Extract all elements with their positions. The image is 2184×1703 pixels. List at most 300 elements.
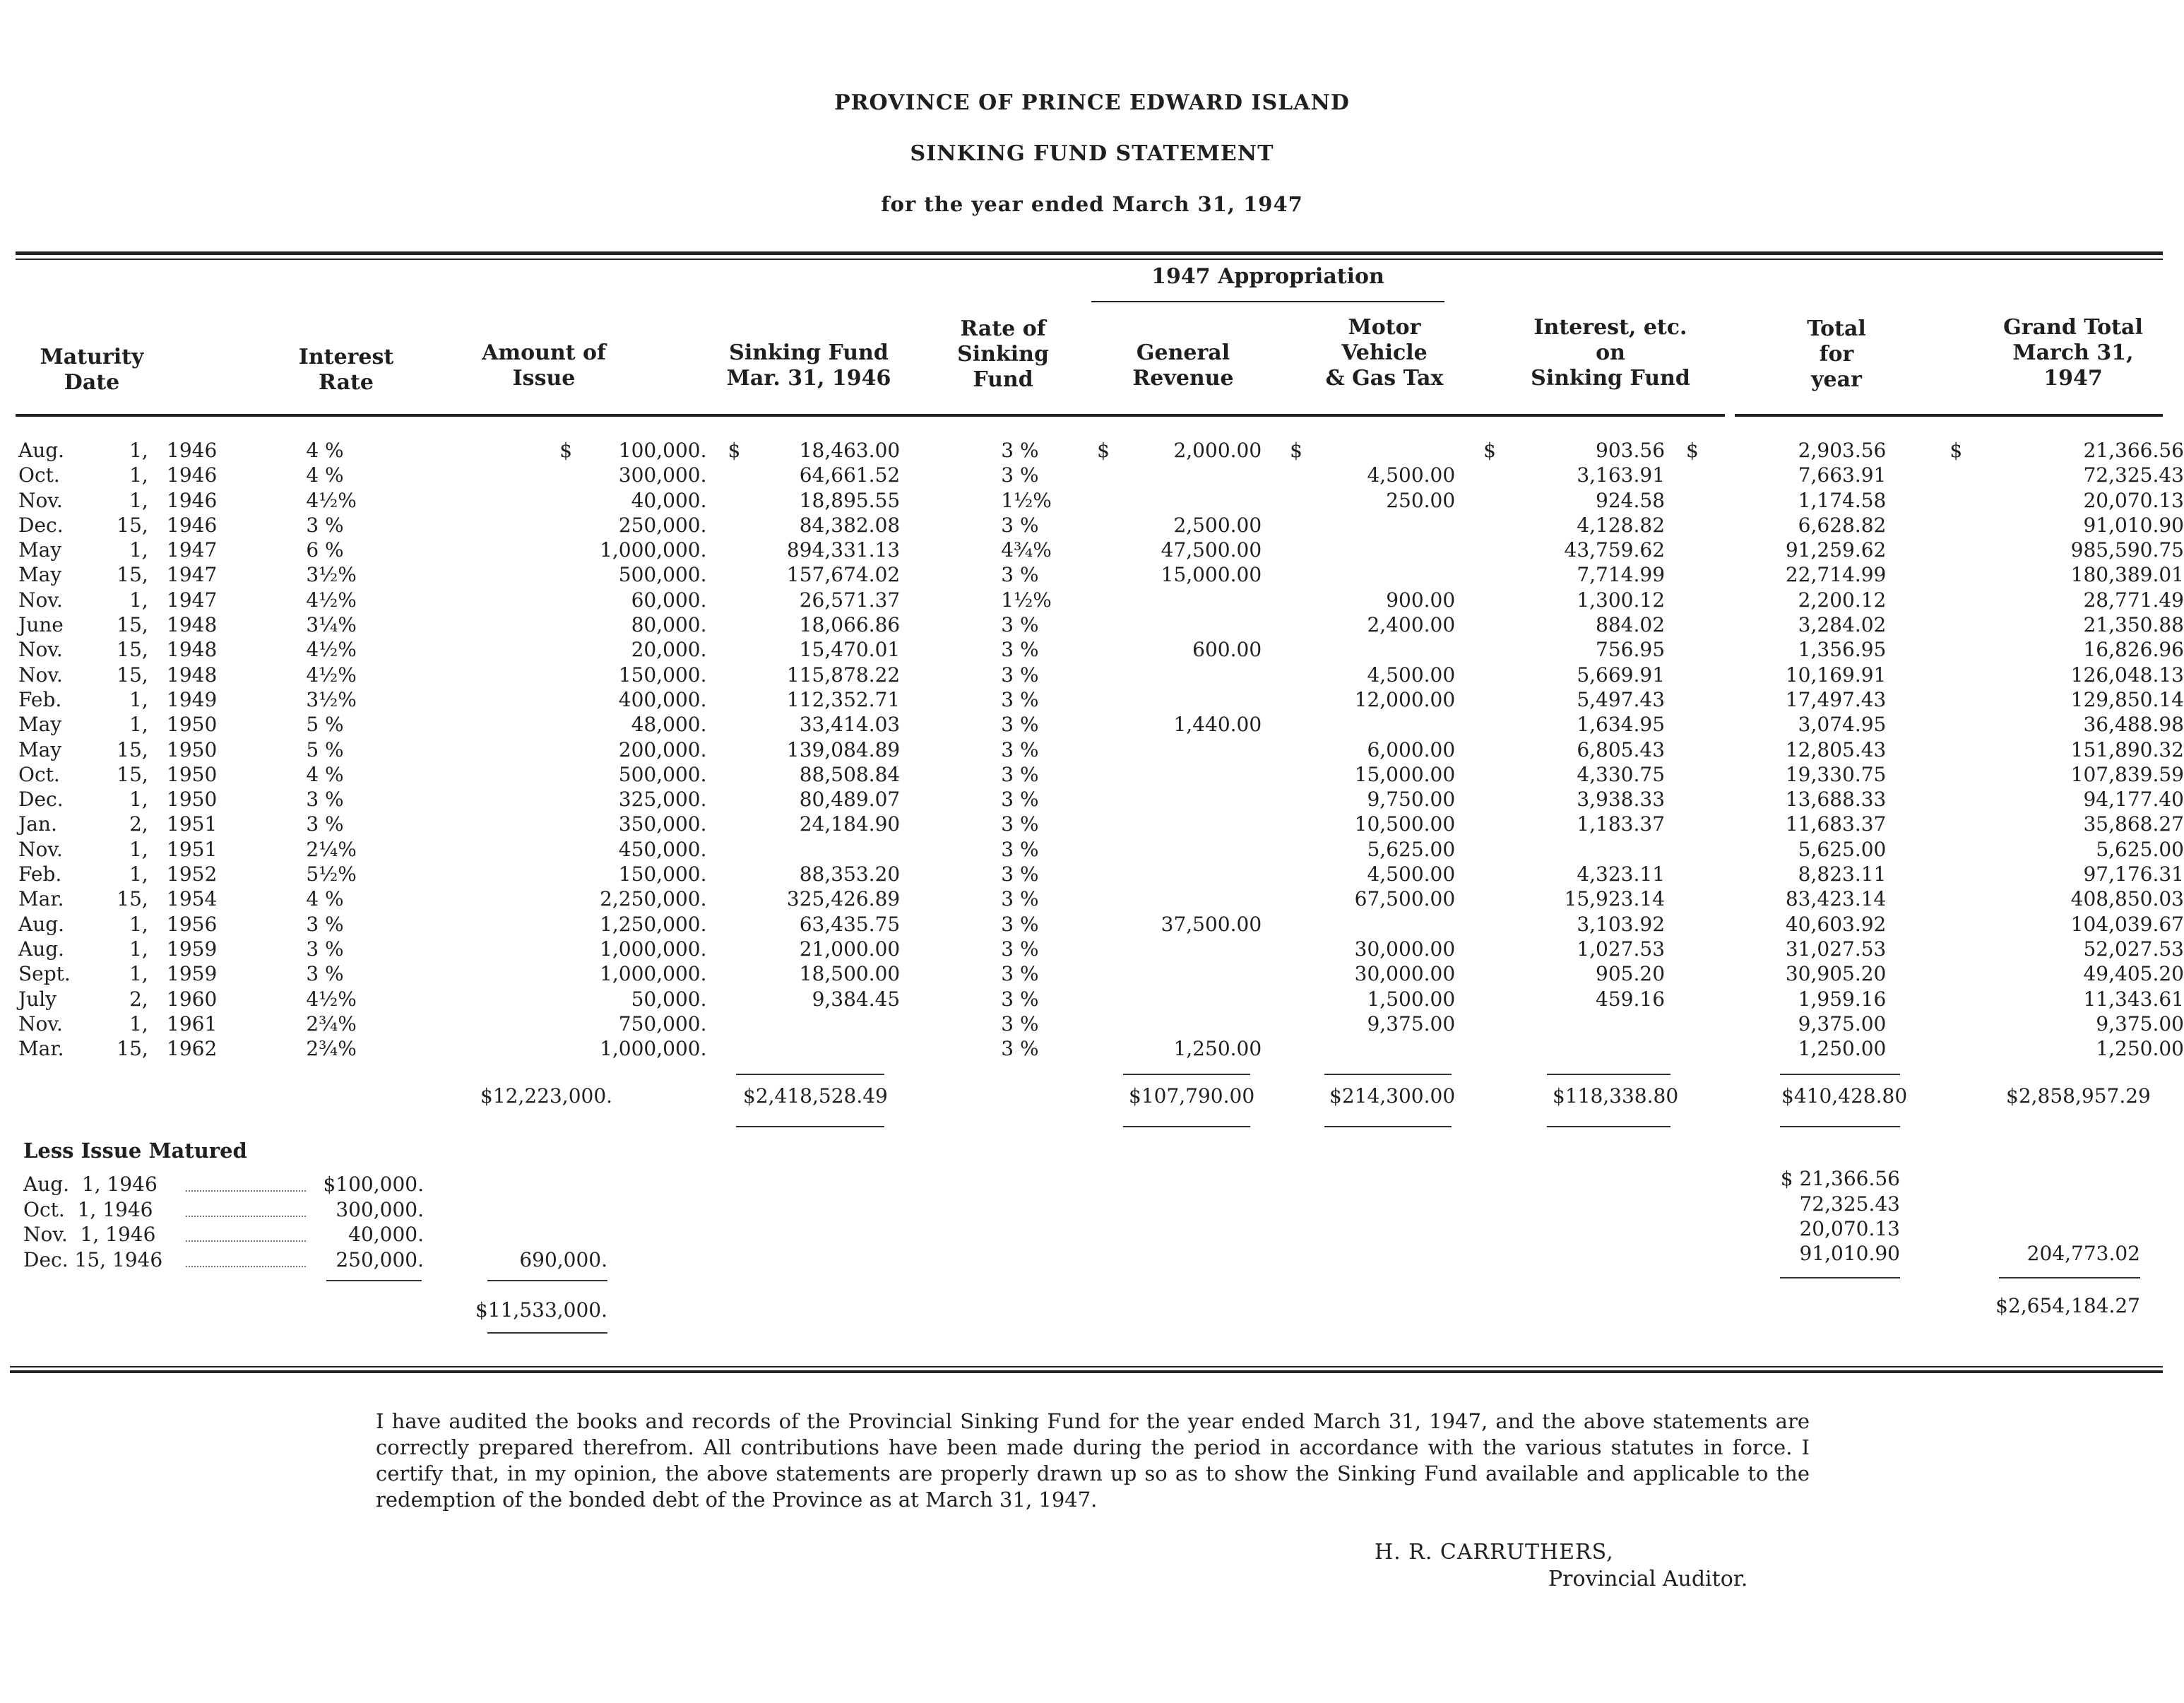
table-row xyxy=(18,937,2184,961)
grand-total-cell: 21,350.88 xyxy=(2083,613,2184,637)
int-dollar-sign-cell xyxy=(1455,937,1501,961)
interest-rate-cell: 4½% xyxy=(306,488,357,512)
sinking-fund-1946-cell: 24,184.90 xyxy=(799,812,901,836)
int-dollar-sign-cell xyxy=(1455,588,1501,612)
tot-dollar-sign-cell: $ xyxy=(1686,439,1699,462)
table-row xyxy=(18,1011,2184,1036)
year-cell: 1954 xyxy=(167,887,218,911)
mv-dollar-sign-cell xyxy=(1262,812,1307,836)
int-dollar-sign-cell xyxy=(1455,612,1501,637)
int-dollar-sign-cell xyxy=(1455,762,1501,787)
month-cell: Feb. xyxy=(18,862,62,886)
matured-amount-line xyxy=(326,1280,422,1281)
sf-dollar-sign-cell xyxy=(706,488,745,513)
sinking-fund-1946-cell: 15,470.01 xyxy=(799,638,901,662)
day-cell: 15, xyxy=(117,1037,148,1061)
less-issue-matured-title: Less Issue Matured xyxy=(23,1139,247,1163)
general-revenue-cell xyxy=(1115,987,1262,1011)
interest-on-sinking-fund-cell: 1,183.37 xyxy=(1577,812,1666,836)
interest-rate-cell: 5 % xyxy=(306,713,344,737)
year-cell: 1948 xyxy=(167,663,218,687)
rate-of-sinking-fund-cell: 3 % xyxy=(1001,937,1039,961)
sf-dollar-sign-cell xyxy=(706,637,745,662)
motor-vehicle-gas-tax-cell: 4,500.00 xyxy=(1367,862,1456,886)
year-cell: 1950 xyxy=(167,788,218,812)
year-cell: 1947 xyxy=(167,538,218,562)
sf-dollar-sign-cell xyxy=(706,687,745,712)
gr-total-line xyxy=(1123,1074,1250,1075)
amount-dollar-sign-cell xyxy=(439,937,577,961)
amount-of-issue-cell: 450,000. xyxy=(618,837,707,861)
day-cell: 15, xyxy=(117,613,148,637)
rate-of-sinking-fund-cell: 3 % xyxy=(1001,862,1039,886)
general-revenue-cell: 1,440.00 xyxy=(1173,713,1262,737)
interest-on-sinking-fund-cell: 3,163.91 xyxy=(1577,463,1666,487)
total-for-year-cell: 3,284.02 xyxy=(1798,613,1887,637)
grand-total-cell: 52,027.53 xyxy=(2083,937,2184,961)
general-revenue-cell xyxy=(1115,663,1262,687)
interest-on-sinking-fund-cell: 1,027.53 xyxy=(1577,937,1666,961)
grand-total-cell: 9,375.00 xyxy=(2096,1011,2184,1036)
mv-dollar-sign-cell xyxy=(1262,687,1307,712)
interest-rate-cell: 4 % xyxy=(306,463,344,487)
total-grand-total: $2,858,957.29 xyxy=(2006,1084,2151,1108)
general-revenue-cell xyxy=(1115,588,1262,612)
interest-rate-cell: 4 % xyxy=(306,762,344,786)
motor-vehicle-gas-tax-cell xyxy=(1307,712,1455,737)
table-row xyxy=(18,612,2184,637)
total-for-year-cell: 9,375.00 xyxy=(1798,1011,1887,1036)
interest-on-sinking-fund-cell: 4,323.11 xyxy=(1577,862,1666,886)
sf-dollar-sign-cell xyxy=(706,463,745,487)
month-cell: Aug. xyxy=(18,912,65,936)
mv-dollar-sign-cell xyxy=(1262,862,1307,886)
general-revenue-cell xyxy=(1115,937,1262,961)
mv-dollar-sign-cell xyxy=(1262,961,1307,986)
int-dollar-sign-cell xyxy=(1455,538,1501,562)
gr-dollar-sign-cell xyxy=(1083,488,1115,513)
day-cell: 15, xyxy=(117,513,148,537)
amount-of-issue-cell: 40,000. xyxy=(631,488,707,512)
tot-dollar-sign-cell xyxy=(1665,862,1704,886)
header-motor-vehicle: Motor Vehicle & Gas Tax xyxy=(1325,315,1444,391)
grand-total-cell: 16,826.96 xyxy=(2083,638,2184,662)
mv-dollar-sign-cell xyxy=(1262,637,1307,662)
int-dollar-sign-cell xyxy=(1455,488,1501,513)
gr-dollar-sign-cell xyxy=(1083,762,1115,787)
amount-dollar-sign-cell xyxy=(439,837,577,862)
matured-amount: 300,000. xyxy=(336,1198,424,1221)
tot-dollar-sign-cell xyxy=(1665,712,1704,737)
interest-rate-cell: 3½% xyxy=(306,687,357,711)
audit-certificate: I have audited the books and records of the Provincial Sinking Fund for the year ended March 31, 1947, and the above statements are correctly prepared therefrom. All contributions have been made during the period in accordance with the various statutes in force. I certify that, in my opinion, the above statements are properly drawn up so as to show the Sinking Fund available and applicable to the redemption of the bonded debt of the Province as at March 31, 1947. xyxy=(376,1409,1810,1512)
amount-dollar-sign-cell xyxy=(439,488,577,513)
tot-dollar-sign-cell xyxy=(1665,961,1704,986)
sinking-fund-1946-cell: 63,435.75 xyxy=(799,912,901,936)
amount-of-issue-cell: 1,250,000. xyxy=(600,912,707,936)
month-cell: Nov. xyxy=(18,588,63,612)
motor-vehicle-gas-tax-cell: 30,000.00 xyxy=(1354,962,1456,986)
rate-of-sinking-fund-cell: 3 % xyxy=(1001,912,1039,936)
total-for-year-cell: 19,330.75 xyxy=(1785,762,1887,786)
motor-vehicle-gas-tax-cell: 900.00 xyxy=(1386,588,1456,612)
interest-on-sinking-fund-cell xyxy=(1501,837,1665,862)
gr-dollar-sign-cell xyxy=(1083,612,1115,637)
sinking-fund-1946-cell: 88,353.20 xyxy=(799,862,901,886)
interest-on-sinking-fund-cell: 3,938.33 xyxy=(1577,788,1666,812)
interest-on-sinking-fund-cell: 1,634.95 xyxy=(1577,713,1666,737)
int-dollar-sign-cell xyxy=(1455,987,1501,1011)
gt-dollar-sign-cell xyxy=(1886,762,1967,787)
grand-total-cell: 21,366.56 xyxy=(2083,439,2184,462)
gr-dollar-sign-cell xyxy=(1083,886,1115,911)
amount-of-issue-cell: 150,000. xyxy=(618,862,707,886)
gr-dollar-sign-cell xyxy=(1083,862,1115,886)
rate-of-sinking-fund-cell: 3 % xyxy=(1001,812,1039,836)
general-revenue-cell xyxy=(1115,737,1262,762)
sf-dollar-sign-cell xyxy=(706,837,745,862)
tot-dollar-sign-cell xyxy=(1665,612,1704,637)
month-cell: Nov. xyxy=(18,663,63,687)
sf-dollar-sign-cell xyxy=(706,712,745,737)
total-for-year-cell: 17,497.43 xyxy=(1785,687,1887,711)
interest-rate-cell: 3 % xyxy=(306,788,344,812)
total-for-year-cell: 6,628.82 xyxy=(1798,513,1887,537)
interest-rate-cell: 4½% xyxy=(306,987,357,1011)
sf-dollar-sign-cell xyxy=(706,588,745,612)
motor-vehicle-gas-tax-cell xyxy=(1307,513,1455,538)
total-for-year-cell: 22,714.99 xyxy=(1785,563,1887,587)
day-cell: 2, xyxy=(129,812,148,836)
day-cell: 1, xyxy=(129,837,148,861)
general-revenue-cell: 1,250.00 xyxy=(1173,1037,1262,1061)
motor-vehicle-gas-tax-cell xyxy=(1307,538,1455,562)
mv-dollar-sign-cell xyxy=(1262,837,1307,862)
gt-dollar-sign-cell xyxy=(1886,637,1967,662)
day-cell: 1, xyxy=(129,488,148,512)
interest-on-sinking-fund-cell: 924.58 xyxy=(1596,488,1666,512)
grand-total-cell: 985,590.75 xyxy=(2070,538,2184,562)
tot-dollar-sign-cell xyxy=(1665,937,1704,961)
interest-rate-cell: 3½% xyxy=(306,563,357,587)
tot-dollar-sign-cell xyxy=(1665,737,1704,762)
matured-grand-total: 91,010.90 xyxy=(1799,1242,1900,1265)
mv-dollar-sign-cell: $ xyxy=(1290,439,1302,462)
gt-dollar-sign-cell xyxy=(1886,1036,1967,1061)
year-cell: 1960 xyxy=(167,987,218,1011)
table-row xyxy=(18,463,2184,487)
gr-dollar-sign-cell xyxy=(1083,987,1115,1011)
sf-dollar-sign-cell xyxy=(706,612,745,637)
interest-on-sinking-fund-cell: 7,714.99 xyxy=(1577,563,1666,587)
gr-dollar-sign-cell xyxy=(1083,712,1115,737)
tot-dollar-sign-cell xyxy=(1665,762,1704,787)
sf-dollar-sign-cell xyxy=(706,737,745,762)
table-row xyxy=(18,886,2184,911)
sf-dollar-sign-cell xyxy=(706,961,745,986)
rate-of-sinking-fund-cell: 3 % xyxy=(1001,663,1039,687)
interest-on-sinking-fund-cell: 15,923.14 xyxy=(1564,887,1666,911)
sf-dollar-sign-cell xyxy=(706,937,745,961)
day-cell: 15, xyxy=(117,638,148,662)
motor-vehicle-gas-tax-cell xyxy=(1307,637,1455,662)
sinking-fund-1946-cell: 18,463.00 xyxy=(799,439,901,462)
int-dollar-sign-cell xyxy=(1455,737,1501,762)
gt-dollar-sign-cell xyxy=(1886,712,1967,737)
month-cell: Nov. xyxy=(18,488,63,512)
amount-of-issue-cell: 60,000. xyxy=(631,588,707,612)
amount-of-issue-cell: 300,000. xyxy=(618,463,707,487)
rate-of-sinking-fund-cell: 3 % xyxy=(1001,563,1039,587)
day-cell: 1, xyxy=(129,463,148,487)
amount-of-issue-cell: 48,000. xyxy=(631,713,707,737)
grand-total-cell: 1,250.00 xyxy=(2096,1037,2184,1061)
grand-total-cell: 408,850.03 xyxy=(2070,887,2184,911)
amount-subtotal-line xyxy=(487,1280,607,1281)
interest-on-sinking-fund-cell: 3,103.92 xyxy=(1577,912,1666,936)
month-cell: Feb. xyxy=(18,687,62,711)
interest-rate-cell: 3 % xyxy=(306,962,344,986)
day-cell: 15, xyxy=(117,563,148,587)
year-cell: 1956 xyxy=(167,912,218,936)
year-cell: 1950 xyxy=(167,737,218,761)
gr-dollar-sign-cell xyxy=(1083,737,1115,762)
sf-dollar-sign-cell xyxy=(706,812,745,836)
matured-amount: $100,000. xyxy=(323,1173,424,1196)
net-amount-of-issue: $11,533,000. xyxy=(475,1298,607,1322)
motor-vehicle-gas-tax-cell: 15,000.00 xyxy=(1354,762,1456,786)
table-row xyxy=(18,812,2184,836)
int-dollar-sign-cell xyxy=(1455,562,1501,587)
year-cell: 1959 xyxy=(167,937,218,961)
table-row xyxy=(18,737,2184,762)
total-for-year-cell: 7,663.91 xyxy=(1798,463,1887,487)
sf-dollar-sign-cell xyxy=(706,1011,745,1036)
interest-rate-cell: 4½% xyxy=(306,588,357,612)
mv-dollar-sign-cell xyxy=(1262,588,1307,612)
month-cell: Sept. xyxy=(18,962,71,986)
motor-vehicle-gas-tax-cell xyxy=(1307,562,1455,587)
grand-total-cell: 129,850.14 xyxy=(2070,687,2184,711)
mv-dollar-sign-cell xyxy=(1262,562,1307,587)
motor-vehicle-gas-tax-cell: 5,625.00 xyxy=(1367,837,1456,861)
amount-of-issue-cell: 350,000. xyxy=(618,812,707,836)
amount-dollar-sign-cell xyxy=(439,787,577,812)
sinking-fund-1946-cell: 64,661.52 xyxy=(799,463,901,487)
month-cell: Nov. xyxy=(18,837,63,861)
interest-rate-cell: 3 % xyxy=(306,912,344,936)
interest-on-sinking-fund-cell: 5,497.43 xyxy=(1577,687,1666,711)
gr-dollar-sign-cell xyxy=(1083,463,1115,487)
leader-dots xyxy=(186,1230,306,1242)
mv-dollar-sign-cell xyxy=(1262,463,1307,487)
sf-dollar-sign-cell xyxy=(706,562,745,587)
matured-row: Oct. 1, 1946 xyxy=(23,1198,306,1221)
general-revenue-cell xyxy=(1115,812,1262,836)
total-general-revenue: $107,790.00 xyxy=(1129,1084,1255,1108)
table-row xyxy=(18,712,2184,737)
sf-dollar-sign-cell xyxy=(706,886,745,911)
rate-of-sinking-fund-cell: 1½% xyxy=(1001,588,1052,612)
auditor-title: Provincial Auditor. xyxy=(1548,1567,1748,1591)
year-cell: 1946 xyxy=(167,488,218,512)
grand-total-cell: 94,177.40 xyxy=(2083,788,2184,812)
gr-dollar-sign-cell xyxy=(1083,663,1115,687)
matured-grand-total: 20,070.13 xyxy=(1799,1217,1900,1240)
grand-total-cell: 49,405.20 xyxy=(2083,962,2184,986)
amount-dollar-sign-cell xyxy=(439,637,577,662)
interest-on-sinking-fund-cell: 884.02 xyxy=(1596,613,1666,637)
general-revenue-cell xyxy=(1115,463,1262,487)
year-cell: 1952 xyxy=(167,862,218,886)
amount-of-issue-cell: 100,000. xyxy=(618,439,707,462)
table-row xyxy=(18,637,2184,662)
interest-rate-cell: 3¼% xyxy=(306,613,357,637)
mv-dollar-sign-cell xyxy=(1262,712,1307,737)
rate-of-sinking-fund-cell: 3 % xyxy=(1001,887,1039,911)
amount-dollar-sign-cell xyxy=(439,812,577,836)
sinking-fund-1946-cell: 9,384.45 xyxy=(812,987,901,1011)
interest-on-sinking-fund-cell: 756.95 xyxy=(1596,638,1666,662)
amount-dollar-sign-cell xyxy=(439,886,577,911)
month-cell: Aug. xyxy=(18,439,65,462)
int-dollar-sign-cell xyxy=(1455,637,1501,662)
amount-of-issue-cell: 1,000,000. xyxy=(600,1037,707,1061)
gr-dollar-sign-cell xyxy=(1083,937,1115,961)
gt-dollar-sign-cell xyxy=(1886,538,1967,562)
sinking-fund-1946-cell: 80,489.07 xyxy=(799,788,901,812)
day-cell: 1, xyxy=(129,862,148,886)
amount-of-issue-cell: 80,000. xyxy=(631,613,707,637)
rate-of-sinking-fund-cell: 3 % xyxy=(1001,638,1039,662)
tot-dollar-sign-cell xyxy=(1665,488,1704,513)
top-rule-thin xyxy=(16,259,2163,260)
period-subtitle: for the year ended March 31, 1947 xyxy=(881,192,1303,216)
total-for-year-cell: 13,688.33 xyxy=(1785,788,1887,812)
gt-dollar-sign-cell xyxy=(1886,886,1967,911)
sinking-fund-1946-cell: 18,066.86 xyxy=(799,613,901,637)
bottom-rule-thick xyxy=(10,1370,2163,1373)
gr-double-line xyxy=(1123,1126,1250,1127)
rate-of-sinking-fund-cell: 3 % xyxy=(1001,713,1039,737)
mv-dollar-sign-cell xyxy=(1262,737,1307,762)
grand-total-cell: 28,771.49 xyxy=(2083,588,2184,612)
month-cell: Dec. xyxy=(18,513,64,537)
gt-dollar-sign-cell xyxy=(1886,961,1967,986)
gt-dollar-sign-cell xyxy=(1886,987,1967,1011)
interest-rate-cell: 4½% xyxy=(306,638,357,662)
sf-dollar-sign-cell xyxy=(706,1036,745,1061)
mv-dollar-sign-cell xyxy=(1262,987,1307,1011)
general-revenue-cell xyxy=(1115,961,1262,986)
motor-vehicle-gas-tax-cell: 12,000.00 xyxy=(1354,687,1456,711)
year-cell: 1946 xyxy=(167,463,218,487)
amount-of-issue-cell: 1,000,000. xyxy=(600,538,707,562)
table-row xyxy=(18,538,2184,562)
bottom-rule-thin xyxy=(10,1366,2163,1367)
motor-vehicle-gas-tax-cell: 6,000.00 xyxy=(1367,737,1456,761)
sf-dollar-sign-cell xyxy=(706,762,745,787)
rate-of-sinking-fund-cell: 3 % xyxy=(1001,737,1039,761)
sf-dollar-sign-cell xyxy=(706,787,745,812)
general-revenue-cell: 2,500.00 xyxy=(1173,513,1262,537)
mv-dollar-sign-cell xyxy=(1262,488,1307,513)
table-row xyxy=(18,987,2184,1011)
gr-dollar-sign-cell xyxy=(1083,787,1115,812)
header-grand-total: Grand Total March 31, 1947 xyxy=(2003,315,2143,391)
total-interest: $118,338.80 xyxy=(1553,1084,1679,1108)
total-for-year-cell: 91,259.62 xyxy=(1785,538,1887,562)
total-sinking-fund: $2,418,528.49 xyxy=(743,1084,888,1108)
interest-rate-cell: 2¼% xyxy=(306,837,357,861)
gr-dollar-sign-cell xyxy=(1083,812,1115,836)
amount-dollar-sign-cell xyxy=(439,862,577,886)
table-row xyxy=(18,562,2184,587)
day-cell: 1, xyxy=(129,687,148,711)
interest-on-sinking-fund-cell: 4,128.82 xyxy=(1577,513,1666,537)
grand-total-cell: 126,048.13 xyxy=(2070,663,2184,687)
interest-rate-cell: 2¾% xyxy=(306,1011,357,1036)
general-revenue-cell: 600.00 xyxy=(1192,638,1262,662)
rate-of-sinking-fund-cell: 3 % xyxy=(1001,613,1039,637)
int-dollar-sign-cell xyxy=(1455,886,1501,911)
amount-of-issue-cell: 50,000. xyxy=(631,987,707,1011)
sinking-fund-1946-cell: 139,084.89 xyxy=(786,737,901,761)
total-for-year-cell: 1,250.00 xyxy=(1798,1037,1887,1061)
amount-dollar-sign-cell xyxy=(439,1011,577,1036)
grand-subtotal: 204,773.02 xyxy=(2026,1242,2140,1265)
gt-dollar-sign-cell xyxy=(1886,912,1967,937)
gt-dollar-sign-cell xyxy=(1886,588,1967,612)
leader-dots xyxy=(186,1206,306,1217)
interest-on-sinking-fund-cell: 459.16 xyxy=(1596,987,1666,1011)
interest-on-sinking-fund-cell: 6,805.43 xyxy=(1577,737,1666,761)
sf-dollar-sign-cell xyxy=(706,912,745,937)
general-revenue-cell xyxy=(1115,762,1262,787)
tot-dollar-sign-cell xyxy=(1665,637,1704,662)
sinking-fund-1946-cell: 112,352.71 xyxy=(786,687,901,711)
rate-of-sinking-fund-cell: 3 % xyxy=(1001,962,1039,986)
amount-of-issue-cell: 1,000,000. xyxy=(600,937,707,961)
grand-total-cell: 72,325.43 xyxy=(2083,463,2184,487)
amount-dollar-sign-cell xyxy=(439,463,577,487)
motor-vehicle-gas-tax-cell: 9,375.00 xyxy=(1367,1011,1456,1036)
interest-rate-cell: 4 % xyxy=(306,887,344,911)
day-cell: 1, xyxy=(129,538,148,562)
gt-dollar-sign-cell xyxy=(1886,937,1967,961)
total-for-year-cell: 1,356.95 xyxy=(1798,638,1887,662)
gt-dollar-sign-cell xyxy=(1886,513,1967,538)
motor-vehicle-gas-tax-cell xyxy=(1307,1036,1455,1061)
amount-dollar-sign-cell xyxy=(439,562,577,587)
matured-grand-total: 72,325.43 xyxy=(1799,1192,1900,1216)
tot-dollar-sign-cell xyxy=(1665,687,1704,712)
mv-dollar-sign-cell xyxy=(1262,513,1307,538)
sinking-fund-1946-cell: 325,426.89 xyxy=(786,887,901,911)
auditor-signature: H. R. CARRUTHERS, xyxy=(1375,1540,1614,1565)
interest-on-sinking-fund-cell: 4,330.75 xyxy=(1577,762,1666,786)
total-for-year-cell: 1,174.58 xyxy=(1798,488,1887,512)
month-cell: Oct. xyxy=(18,463,60,487)
interest-rate-cell: 3 % xyxy=(306,513,344,537)
sinking-fund-1946-cell: 84,382.08 xyxy=(799,513,901,537)
gr-dollar-sign-cell xyxy=(1083,912,1115,937)
tot-dollar-sign-cell xyxy=(1665,787,1704,812)
grand-total-cell: 91,010.90 xyxy=(2083,513,2184,537)
rate-of-sinking-fund-cell: 3 % xyxy=(1001,439,1039,462)
matured-total-line xyxy=(1780,1277,1900,1278)
amount-dollar-sign-cell xyxy=(439,687,577,712)
